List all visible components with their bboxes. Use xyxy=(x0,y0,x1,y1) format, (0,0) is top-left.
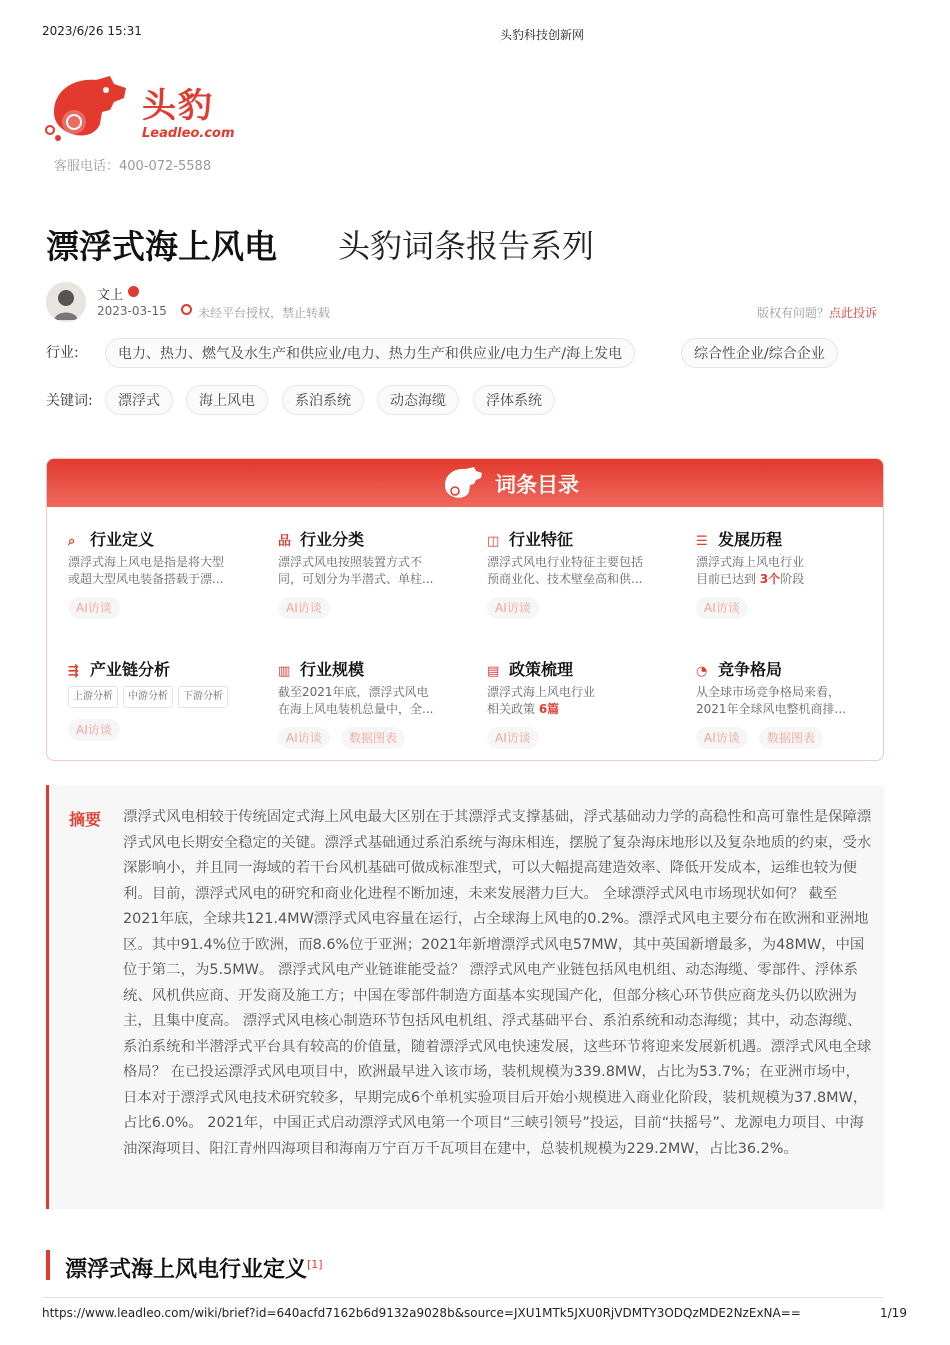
ai-interview-button[interactable]: AI访谈 xyxy=(68,719,120,741)
industry-tag[interactable]: 综合性企业/综合企业 xyxy=(681,338,838,368)
ai-interview-button[interactable]: AI访谈 xyxy=(696,597,748,619)
toc-item-policy[interactable] xyxy=(487,657,573,680)
toc-item-title: 行业规模 xyxy=(300,660,365,679)
toc-item-industry-scale[interactable] xyxy=(278,657,364,680)
stage-count: 3个 xyxy=(759,572,781,586)
author-name[interactable]: 文上 xyxy=(97,288,124,303)
section-title: 漂浮式海上风电行业定义 xyxy=(65,1257,308,1283)
toc-item-development-history[interactable] xyxy=(696,527,782,550)
desc-line: 目前已达到 3个阶段 xyxy=(696,572,805,586)
toc-item-competition[interactable] xyxy=(696,657,782,680)
summary-text: 漂浮式风电相较于传统固定式海上风电最大区别在于其漂浮式支撑基础，浮式基础动力学的高稳性和高可靠性是保障漂浮式风电长期安全稳定的关键。漂浮式基础通过系泊系统与海床相连，摆脱了复杂海床地形以及复杂地质的约束，受水深影响小，并且同一海域的若干台风机基础可做成标准型式，可以大幅提高建造效率、降低开发成本，运维也较为便利。目前，漂浮式风电的研究和商业化进程不断加速，未来发展潜力巨大。 全球漂浮式风电市场现状如何？ 截至2021年底，全球共121.4MW漂浮式风电容量在运行，占全球海上风电的0.2%。漂浮式风电主要分布在欧洲和亚洲地区。其中91.4%位于欧洲，而8.6%位于亚洲；2021年新增漂浮式风电57MW，其中英国新增最多，为48MW，中国位于第二，为5.5MW。 漂浮式风电产业链谁能受益？ 漂浮式风电产业链包括风电机组、动态海缆、零部件、浮体系统、风机供应商、开发商及施工方；中国在零部件制造方面基本实现国产化，但部分核心环节供应商龙头仍以欧洲为主，且集中度高。 漂浮式风电核心制造环节包括风电机组、浮式基础平台、系泊系统和动态海缆；其中，动态海缆、系泊系统和半潜浮式平台具有较高的价值量，随着漂浮式风电快速发展，这些环节将迎来发展新机遇。漂浮式风电全球格局？ 在已投运漂浮式风电项目中，欧洲最早进入该市场，装机规模为339.8MW，占比为53.7%；在亚洲市场中，日本对于漂浮式风电技术研究较多，早期完成6个单机实验项目后开始小规模进入商业化阶段，装机规模为37.8MW，占比6.0%。 2021年，中国正式启动漂浮式风电第一个项目“三峡引领号”投运，目前“扶摇号”、龙源电力项目、中海油深海项目、阳江青州四海项目和海南万宁百万千瓦项目在建中，总装机规模为229.2MW，占比36.2%。 xyxy=(123,809,872,1157)
industry-label: 行业: xyxy=(46,345,79,361)
copyright-warning: 未经平台授权，禁止转载 xyxy=(198,306,331,320)
toc-item-title: 政策梳理 xyxy=(509,660,574,679)
desc-line: 漂浮式海上风电行业 xyxy=(696,555,805,569)
toc-item-desc xyxy=(278,684,448,718)
document-icon: ▤ xyxy=(487,664,500,679)
ai-interview-button[interactable]: AI访谈 xyxy=(487,597,539,619)
keyword-tag[interactable]: 动态海缆 xyxy=(377,385,459,415)
desc-line: 预商业化、技术壁垒高和供... xyxy=(487,572,643,586)
keyword-tag[interactable]: 系泊系统 xyxy=(282,385,364,415)
copyright-question: 版权有问题？ xyxy=(757,306,830,320)
midstream-chip[interactable]: 中游分析 xyxy=(123,686,173,708)
downstream-chip[interactable]: 下游分析 xyxy=(178,686,228,708)
verified-badge-icon xyxy=(128,286,139,297)
desc-line: 同，可划分为半潜式、单柱... xyxy=(278,572,434,586)
toc-item-desc xyxy=(278,554,448,588)
brand-domain: Leadleo.com xyxy=(142,126,235,141)
toc-item-desc xyxy=(696,554,866,588)
summary-panel xyxy=(46,785,884,1209)
timeline-icon: ☰ xyxy=(696,534,708,549)
desc-line: 截至2021年底，漂浮式风电 xyxy=(278,685,429,699)
toc-header xyxy=(47,459,883,507)
toc-item-title: 发展历程 xyxy=(718,530,783,549)
toc-item-title: 行业分类 xyxy=(300,530,365,549)
desc-line: 在海上风电装机总量中，全... xyxy=(278,702,434,716)
ai-interview-button[interactable]: AI访谈 xyxy=(487,727,539,749)
puzzle-icon: ◫ xyxy=(487,534,500,549)
pie-chart-icon: ◔ xyxy=(696,664,708,679)
leopard-white-icon xyxy=(439,465,487,503)
desc-line: 漂浮式海上风电行业 xyxy=(487,685,596,699)
forbidden-icon xyxy=(181,304,192,315)
site-name: 头豹科技创新网 xyxy=(500,28,585,42)
data-chart-button[interactable]: 数据图表 xyxy=(341,727,405,749)
copyright-complaint xyxy=(757,304,877,321)
section-heading xyxy=(46,1250,323,1283)
toc-title: 词条目录 xyxy=(495,473,579,497)
print-datetime: 2023/6/26 15:31 xyxy=(42,24,142,38)
search-icon: ⌕ xyxy=(68,534,76,549)
desc-line: 相关政策 6篇 xyxy=(487,702,560,716)
data-chart-button[interactable]: 数据图表 xyxy=(759,727,823,749)
page-number: 1/19 xyxy=(880,1306,907,1320)
chain-icon: ⇶ xyxy=(68,664,79,679)
desc-line: 漂浮式海上风电是指是将大型 xyxy=(68,555,225,569)
summary-label: 摘要 xyxy=(69,810,102,829)
page-title: 漂浮式海上风电 xyxy=(46,227,277,266)
hierarchy-icon: 品 xyxy=(278,534,292,549)
toc-item-desc xyxy=(696,684,866,718)
upstream-chip[interactable]: 上游分析 xyxy=(68,686,118,708)
toc-item-desc xyxy=(487,554,657,588)
keyword-tag[interactable]: 浮体系统 xyxy=(473,385,555,415)
bar-chart-icon: ▥ xyxy=(278,664,291,679)
ai-interview-button[interactable]: AI访谈 xyxy=(278,597,330,619)
ai-interview-button[interactable]: AI访谈 xyxy=(278,727,330,749)
reference-marker[interactable]: [1] xyxy=(307,1258,323,1271)
policy-count: 6篇 xyxy=(538,702,560,716)
keyword-tag[interactable]: 漂浮式 xyxy=(105,385,173,415)
desc-line: 从全球市场竞争格局来看， xyxy=(696,685,841,699)
desc-line: 2021年全球风电整机商排... xyxy=(696,702,846,716)
toc-item-desc xyxy=(68,554,238,588)
toc-item-industry-classification[interactable] xyxy=(278,527,364,550)
ai-interview-button[interactable]: AI访谈 xyxy=(696,727,748,749)
service-phone: 客服电话：400-072-5588 xyxy=(54,159,212,174)
toc-item-industry-definition[interactable] xyxy=(68,527,154,550)
toc-item-title: 产业链分析 xyxy=(90,660,171,679)
footer-divider xyxy=(42,1297,884,1298)
keyword-tag[interactable]: 海上风电 xyxy=(186,385,268,415)
publish-date: 2023-03-15 xyxy=(97,304,167,318)
toc-item-title: 行业定义 xyxy=(90,530,155,549)
toc-item-value-chain[interactable] xyxy=(68,657,170,680)
toc-item-industry-features[interactable] xyxy=(487,527,573,550)
page-subtitle: 头豹词条报告系列 xyxy=(338,227,595,265)
brand-name: 头豹 xyxy=(142,86,214,126)
desc-line: 或超大型风电装备搭载于漂... xyxy=(68,572,224,586)
complaint-link[interactable]: 点此投诉 xyxy=(829,306,878,320)
industry-tag[interactable]: 电力、热力、燃气及水生产和供应业/电力、热力生产和供应业/电力生产/海上发电 xyxy=(105,338,635,368)
page-url[interactable]: https://www.leadleo.com/wiki/brief?id=640acfd7162b6d9132a9028b&source=JXU1MTk5JXU0RjVDMTY3ODQzMDE2NzExNA== xyxy=(42,1306,801,1320)
ai-interview-button[interactable]: AI访谈 xyxy=(68,597,120,619)
toc-item-title: 行业特征 xyxy=(509,530,574,549)
desc-line: 漂浮式风电行业特征主要包括 xyxy=(487,555,644,569)
leopard-logo-icon xyxy=(44,72,136,144)
toc-item-desc xyxy=(487,684,657,718)
desc-line: 漂浮式风电按照装置方式不 xyxy=(278,555,423,569)
avatar[interactable] xyxy=(46,282,86,322)
toc-item-title: 竞争格局 xyxy=(718,660,783,679)
keywords-label: 关键词: xyxy=(46,393,93,409)
toc-panel xyxy=(46,458,884,761)
